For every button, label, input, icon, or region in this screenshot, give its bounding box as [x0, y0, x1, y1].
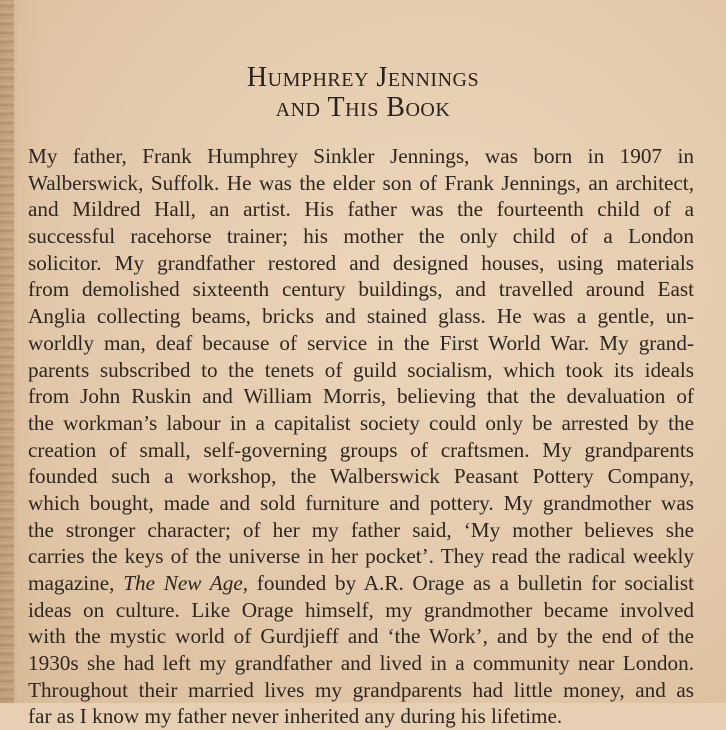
text-line: 1930s she had left my grandfather and lived in a community near London.	[28, 651, 694, 676]
text-segment: , founded by A.R. Orage as a bulletin for socialist	[242, 571, 694, 595]
magazine-title: The New Age	[123, 571, 243, 595]
text-line: from demolished sixteenth century buildings, and travelled around East	[28, 277, 694, 302]
text-line: founded such a workshop, the Walberswick Peasant Pottery Company,	[28, 464, 694, 489]
text-line: Throughout their married lives my grandparents had little money, and as	[28, 677, 694, 702]
text-line: the stronger character; of her my father said, ‘My mother believes she	[28, 517, 694, 542]
text-line: far as I know my father never inherited any during his lifetime.	[28, 704, 563, 729]
text-line: and Mildred Hall, an artist. His father was the fourteenth child of a	[28, 197, 694, 222]
text-line: successful racehorse trainer; his mother the only child of a London	[28, 224, 694, 249]
text-line: which bought, made and sold furniture and pottery. My grandmother was	[28, 490, 694, 515]
chapter-title-line-1: Humphrey Jennings	[246, 62, 480, 93]
body-paragraph	[28, 143, 694, 730]
chapter-title-line-2: and This Book	[275, 92, 451, 123]
text-line: worldly man, deaf because of service in the First World War. My grand-	[28, 330, 694, 355]
text-line: Walberswick, Suffolk. He was the elder son of Frank Jennings, an architect,	[28, 170, 694, 195]
text-line: ideas on culture. Like Orage himself, my grandmother became involved	[28, 597, 694, 622]
text-line: Anglia collecting beams, bricks and stained glass. He was a gentle, un-	[28, 304, 694, 329]
text-line: solicitor. My grandfather restored and designed houses, using materials	[28, 250, 694, 275]
text-line: from John Ruskin and William Morris, believing that the devaluation of	[28, 384, 694, 409]
text-line: creation of small, self-governing groups of craftsmen. My grandparents	[28, 437, 694, 462]
text-line: parents subscribed to the tenets of guild socialism, which took its ideals	[28, 357, 694, 382]
text-segment: magazine,	[28, 571, 124, 595]
text-line-with-italic	[28, 570, 694, 597]
text-line: My father, Frank Humphrey Sinkler Jennings, was born in 1907 in	[28, 144, 694, 168]
text-line: with the mystic world of Gurdjieff and ‘the Work’, and by the end of the	[28, 624, 694, 649]
text-line: the workman’s labour in a capitalist society could only be arrested by the	[28, 410, 694, 435]
text-line: carries the keys of the universe in her pocket’. They read the radical weekly	[28, 544, 694, 569]
